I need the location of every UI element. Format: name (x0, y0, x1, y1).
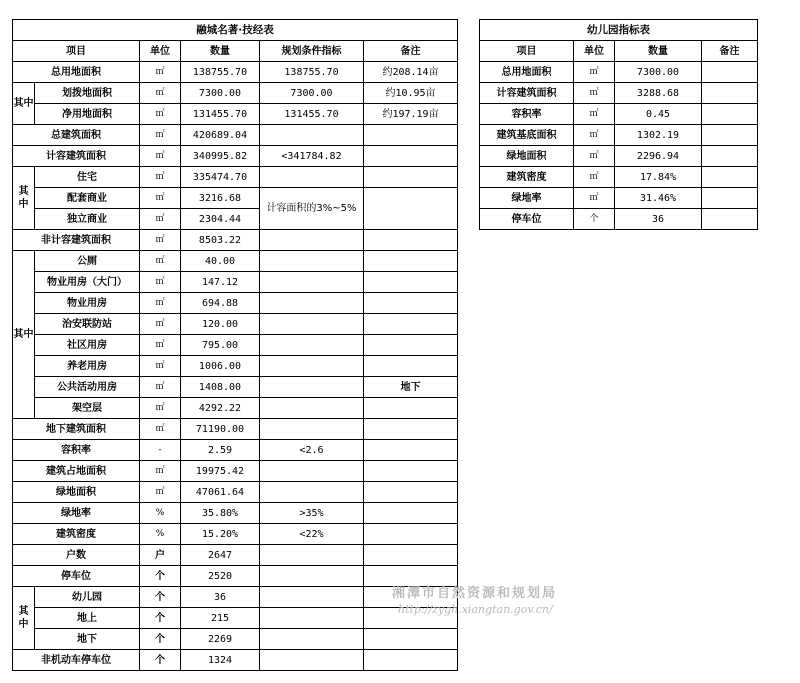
row-remark: 约197.19亩 (364, 104, 458, 125)
row-remark (364, 251, 458, 272)
table-row (13, 629, 458, 650)
row-planning (260, 125, 364, 146)
row-planning (260, 545, 364, 566)
row-quantity: 694.88 (181, 293, 260, 314)
kg-row-label: 建筑基底面积 (480, 125, 574, 146)
row-quantity: 2647 (181, 545, 260, 566)
row-quantity: 335474.70 (181, 167, 260, 188)
row-quantity: 120.00 (181, 314, 260, 335)
row-unit: - (140, 440, 181, 461)
row-label: 净用地面积 (35, 104, 140, 125)
row-unit: % (140, 503, 181, 524)
header-planning-index: 规划条件指标 (260, 41, 364, 62)
row-quantity: 36 (181, 587, 260, 608)
kg-row-remark (702, 83, 758, 104)
kg-row-label: 建筑密度 (480, 167, 574, 188)
row-planning (260, 398, 364, 419)
kg-row-remark (702, 188, 758, 209)
kg-row-unit: ㎡ (574, 83, 615, 104)
kg-table-row (480, 62, 758, 83)
row-label: 总用地面积 (13, 62, 140, 83)
kg-header-row (480, 41, 758, 62)
main-table-title: 融城名著·技经表 (13, 20, 458, 41)
row-label: 绿地率 (13, 503, 140, 524)
table-row (13, 167, 458, 188)
row-planning (260, 377, 364, 398)
kg-row-remark (702, 209, 758, 230)
row-planning (260, 251, 364, 272)
row-planning (260, 356, 364, 377)
row-label: 地下 (35, 629, 140, 650)
row-quantity: 35.80% (181, 503, 260, 524)
row-planning (260, 587, 364, 608)
row-unit: ㎡ (140, 293, 181, 314)
kg-row-quantity: 0.45 (615, 104, 702, 125)
row-planning (260, 314, 364, 335)
row-planning: 138755.70 (260, 62, 364, 83)
row-label: 养老用房 (35, 356, 140, 377)
table-row (13, 314, 458, 335)
row-label: 计容建筑面积 (13, 146, 140, 167)
row-planning: 7300.00 (260, 83, 364, 104)
row-quantity: 7300.00 (181, 83, 260, 104)
table-row (13, 230, 458, 251)
kg-row-quantity: 36 (615, 209, 702, 230)
row-quantity: 1408.00 (181, 377, 260, 398)
table-row (13, 377, 458, 398)
kg-row-unit: ㎡ (574, 146, 615, 167)
row-unit: ㎡ (140, 188, 181, 209)
table-row (13, 398, 458, 419)
row-quantity: 19975.42 (181, 461, 260, 482)
main-tech-table (12, 19, 458, 671)
row-unit: ㎡ (140, 482, 181, 503)
table-row (13, 188, 458, 209)
row-unit: 个 (140, 566, 181, 587)
row-quantity: 8503.22 (181, 230, 260, 251)
row-planning: 131455.70 (260, 104, 364, 125)
row-unit: ㎡ (140, 419, 181, 440)
row-planning (260, 419, 364, 440)
row-unit: ㎡ (140, 230, 181, 251)
row-planning (260, 167, 364, 188)
kg-row-quantity: 1302.19 (615, 125, 702, 146)
kg-row-remark (702, 167, 758, 188)
row-planning: >35% (260, 503, 364, 524)
row-label: 划拨地面积 (35, 83, 140, 104)
kg-row-quantity: 3288.68 (615, 83, 702, 104)
header-unit: 单位 (140, 41, 181, 62)
row-planning (260, 272, 364, 293)
row-remark (364, 629, 458, 650)
row-remark (364, 188, 458, 230)
kg-row-label: 容积率 (480, 104, 574, 125)
row-label: 配套商业 (35, 188, 140, 209)
row-quantity: 4292.22 (181, 398, 260, 419)
kg-row-remark (702, 125, 758, 146)
header-quantity: 数量 (181, 41, 260, 62)
kg-rows (480, 62, 758, 230)
kg-row-quantity: 7300.00 (615, 62, 702, 83)
row-unit: % (140, 524, 181, 545)
row-label: 总建筑面积 (13, 125, 140, 146)
table-row (13, 335, 458, 356)
row-quantity: 340995.82 (181, 146, 260, 167)
kg-table-row (480, 146, 758, 167)
table-row (13, 293, 458, 314)
row-remark (364, 314, 458, 335)
kg-row-unit: ㎡ (574, 125, 615, 146)
row-remark (364, 293, 458, 314)
row-unit: ㎡ (140, 167, 181, 188)
kg-title-row (480, 20, 758, 41)
row-quantity: 1324 (181, 650, 260, 671)
row-label: 物业用房 (35, 293, 140, 314)
group-label-qizhong: 其中 (13, 83, 35, 125)
commercial-planning-note: 计容面积的3%~5% (260, 188, 364, 230)
kg-row-quantity: 31.46% (615, 188, 702, 209)
row-unit: ㎡ (140, 314, 181, 335)
kg-table-row (480, 167, 758, 188)
row-label: 治安联防站 (35, 314, 140, 335)
row-unit: 个 (140, 608, 181, 629)
header-remarks: 备注 (364, 41, 458, 62)
kg-table-title: 幼儿园指标表 (480, 20, 758, 41)
row-quantity: 420689.04 (181, 125, 260, 146)
row-remark: 约208.14亩 (364, 62, 458, 83)
kg-table-row (480, 83, 758, 104)
row-quantity: 2520 (181, 566, 260, 587)
table-row (13, 587, 458, 608)
row-quantity: 795.00 (181, 335, 260, 356)
kg-header-item: 项目 (480, 41, 574, 62)
row-label: 非机动车停车位 (13, 650, 140, 671)
table-row (13, 482, 458, 503)
kg-row-label: 总用地面积 (480, 62, 574, 83)
kg-row-remark (702, 146, 758, 167)
row-planning: <22% (260, 524, 364, 545)
row-planning (260, 461, 364, 482)
row-unit: ㎡ (140, 209, 181, 230)
row-planning (260, 230, 364, 251)
row-label: 建筑密度 (13, 524, 140, 545)
table-row (13, 272, 458, 293)
row-label: 停车位 (13, 566, 140, 587)
row-remark (364, 146, 458, 167)
row-unit: 个 (140, 587, 181, 608)
row-quantity: 147.12 (181, 272, 260, 293)
table-row (13, 125, 458, 146)
kg-row-remark (702, 104, 758, 125)
table-row (13, 461, 458, 482)
table-row (13, 356, 458, 377)
row-quantity: 71190.00 (181, 419, 260, 440)
table-row (13, 146, 458, 167)
row-label: 社区用房 (35, 335, 140, 356)
kg-table-row (480, 209, 758, 230)
row-planning (260, 482, 364, 503)
table-row (13, 251, 458, 272)
kg-row-unit: ㎡ (574, 167, 615, 188)
row-label: 住宅 (35, 167, 140, 188)
kg-header-unit: 单位 (574, 41, 615, 62)
table-row (13, 524, 458, 545)
row-label: 地上 (35, 608, 140, 629)
table-row (13, 419, 458, 440)
kg-row-label: 计容建筑面积 (480, 83, 574, 104)
group-label-text: 其中 (18, 186, 29, 210)
row-label: 独立商业 (35, 209, 140, 230)
row-quantity: 3216.68 (181, 188, 260, 209)
row-label: 非计容建筑面积 (13, 230, 140, 251)
table-row (13, 650, 458, 671)
row-unit: ㎡ (140, 62, 181, 83)
kg-table-row (480, 188, 758, 209)
row-quantity: 2304.44 (181, 209, 260, 230)
kg-row-remark (702, 62, 758, 83)
row-planning (260, 335, 364, 356)
row-remark (364, 272, 458, 293)
row-unit: ㎡ (140, 272, 181, 293)
table-row (13, 566, 458, 587)
kg-row-unit: ㎡ (574, 188, 615, 209)
kg-table-row (480, 125, 758, 146)
kg-row-unit: ㎡ (574, 104, 615, 125)
row-planning: <341784.82 (260, 146, 364, 167)
row-planning (260, 629, 364, 650)
row-label: 幼儿园 (35, 587, 140, 608)
row-unit: ㎡ (140, 356, 181, 377)
row-unit: 户 (140, 545, 181, 566)
row-quantity: 138755.70 (181, 62, 260, 83)
row-unit: 个 (140, 650, 181, 671)
table-row (13, 440, 458, 461)
row-quantity: 2.59 (181, 440, 260, 461)
row-quantity: 15.20% (181, 524, 260, 545)
row-quantity: 2269 (181, 629, 260, 650)
row-unit: ㎡ (140, 125, 181, 146)
row-quantity: 215 (181, 608, 260, 629)
row-remark (364, 356, 458, 377)
row-remark (364, 398, 458, 419)
row-label: 公厕 (35, 251, 140, 272)
row-quantity: 40.00 (181, 251, 260, 272)
row-remark: 约10.95亩 (364, 83, 458, 104)
header-item: 项目 (13, 41, 140, 62)
row-label: 建筑占地面积 (13, 461, 140, 482)
main-title-row (13, 20, 458, 41)
kg-row-label: 停车位 (480, 209, 574, 230)
row-label: 地下建筑面积 (13, 419, 140, 440)
watermark-agency: 湘潭市自然资源和规划局 (392, 586, 558, 601)
row-unit: 个 (140, 629, 181, 650)
row-remark (364, 545, 458, 566)
group-label-text: 其中 (18, 606, 29, 630)
row-remark: 地下 (364, 377, 458, 398)
row-label: 户数 (13, 545, 140, 566)
kindergarten-table (479, 19, 758, 230)
row-remark (364, 461, 458, 482)
table-row (13, 503, 458, 524)
row-unit: ㎡ (140, 461, 181, 482)
row-unit: ㎡ (140, 335, 181, 356)
row-planning (260, 293, 364, 314)
group-label-qizhong (13, 587, 35, 650)
row-unit: ㎡ (140, 377, 181, 398)
row-unit: ㎡ (140, 398, 181, 419)
table-row (13, 83, 458, 104)
kg-row-unit: ㎡ (574, 62, 615, 83)
row-label: 公共活动用房 (35, 377, 140, 398)
row-planning: <2.6 (260, 440, 364, 461)
row-remark (364, 524, 458, 545)
kg-row-label: 绿地面积 (480, 146, 574, 167)
row-remark (364, 440, 458, 461)
row-label: 物业用房（大门） (35, 272, 140, 293)
row-unit: ㎡ (140, 251, 181, 272)
row-unit: ㎡ (140, 104, 181, 125)
kg-row-label: 绿地率 (480, 188, 574, 209)
row-remark (364, 230, 458, 251)
row-remark (364, 482, 458, 503)
row-unit: ㎡ (140, 146, 181, 167)
table-row (13, 104, 458, 125)
row-remark (364, 125, 458, 146)
row-planning (260, 608, 364, 629)
row-unit: ㎡ (140, 83, 181, 104)
kg-header-quantity: 数量 (615, 41, 702, 62)
row-label: 架空层 (35, 398, 140, 419)
table-row (13, 545, 458, 566)
row-planning (260, 650, 364, 671)
row-planning (260, 566, 364, 587)
row-label: 绿地面积 (13, 482, 140, 503)
table-row (13, 62, 458, 83)
kg-table-row (480, 104, 758, 125)
kg-row-quantity: 17.84% (615, 167, 702, 188)
row-remark (364, 335, 458, 356)
kg-row-quantity: 2296.94 (615, 146, 702, 167)
kg-row-unit: 个 (574, 209, 615, 230)
group-label-qizhong: 其中 (13, 251, 35, 419)
row-label: 容积率 (13, 440, 140, 461)
row-quantity: 47061.64 (181, 482, 260, 503)
row-quantity: 1006.00 (181, 356, 260, 377)
kg-header-remarks: 备注 (702, 41, 758, 62)
table-row (13, 608, 458, 629)
main-header-row (13, 41, 458, 62)
row-remark (364, 503, 458, 524)
row-remark (364, 650, 458, 671)
row-remark (364, 167, 458, 188)
group-label-qizhong (13, 167, 35, 230)
row-remark (364, 419, 458, 440)
row-quantity: 131455.70 (181, 104, 260, 125)
watermark-url: http://zygh.xiangtan.gov.cn/ (398, 603, 553, 616)
